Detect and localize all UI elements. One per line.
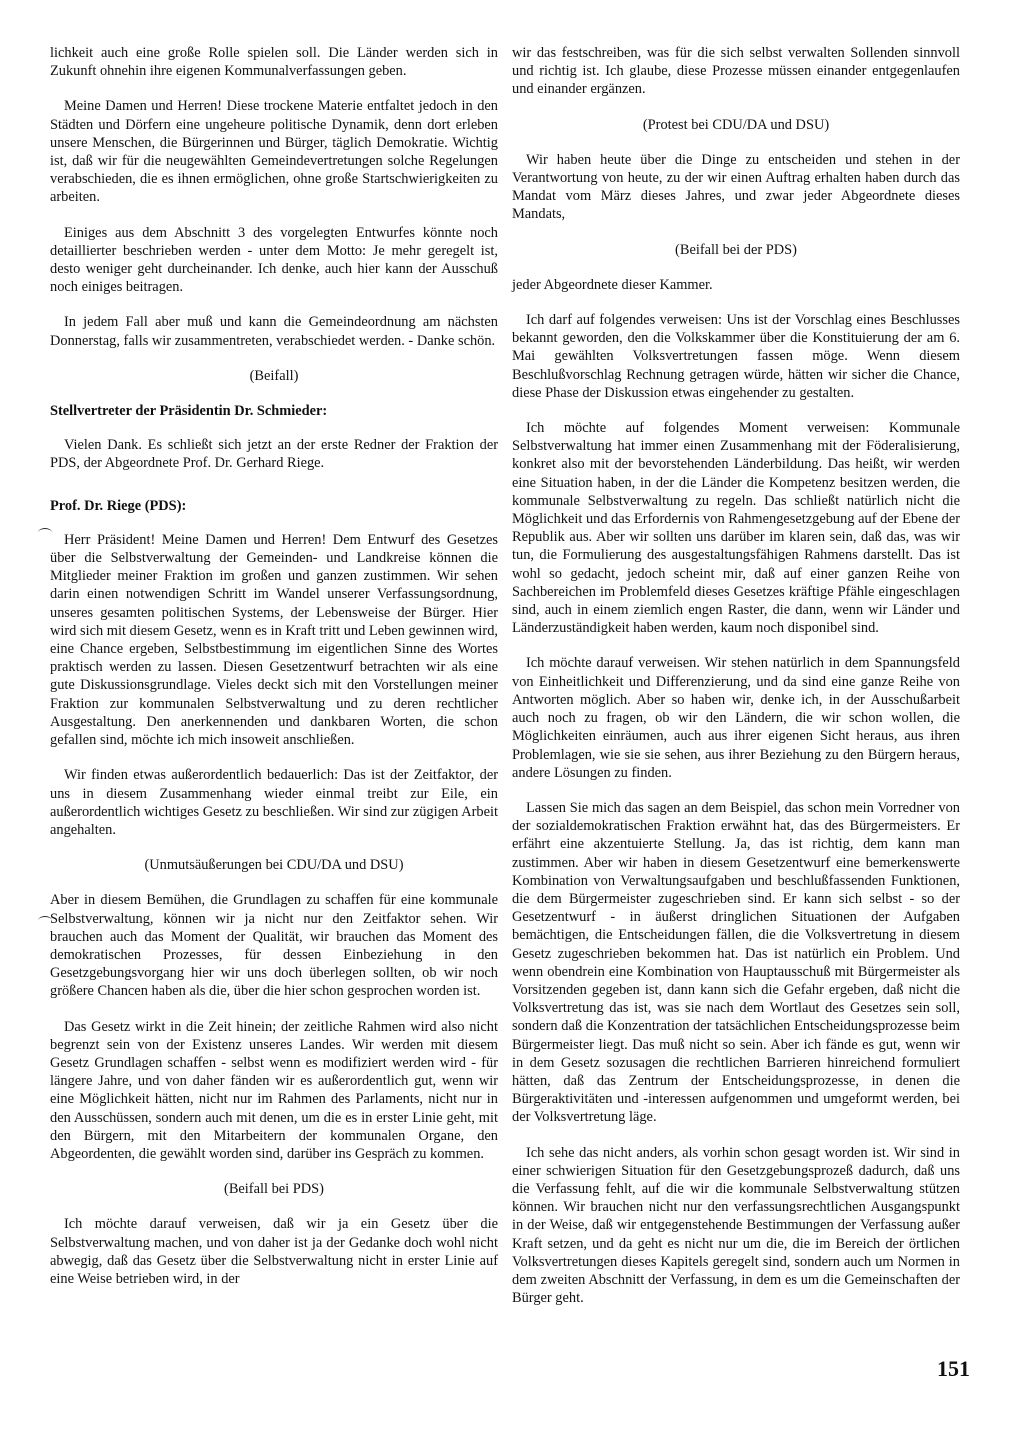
paragraph: jeder Abgeordnete dieser Kammer.	[512, 276, 713, 293]
paragraph: Ich darf auf folgendes verweisen: Uns ist der Vorschlag eines Beschlusses bekannt geworden, den die Volkskammer über die Konstituierung der am 6. Mai gewählten Volksvertretungen fassen möge. Wenn diesem Beschlußvorschlag Rechnung getragen würde, hätten wir sicher die Chance, diese Phase der Diskussion etwas eingehender zu gestalten.	[512, 312, 960, 401]
paragraph: Das Gesetz wirkt in die Zeit hinein; der zeitliche Rahmen wird also nicht begrenzt sein von der Existenz unseres Landes. Wir werden mit diesem Gesetz Grundlagen schaffen - selbst wenn es modifiziert werden wird - für längere Jahre, und von daher fänden wir es außerordentlich gut, wenn wir eine Möglichkeit hätten, nicht nur im Rahmen des Parlaments, nicht nur in den Ausschüssen, sondern auch mit denen, um die es in erster Linie geht, mit den Bürgern, mit den Mitarbeitern der kommunalen Organe, den Abgeordenten, die gewählt worden sind, darüber ins Gespräch zu kommen.	[50, 1018, 498, 1162]
paragraph: Herr Präsident! Meine Damen und Herren! Dem Entwurf des Gesetzes über die Selbstverwaltung der Gemeinden- und Landkreise können die Mitglieder meiner Fraktion im großen und ganzen zustimmen. Wir sehen darin einen notwendigen Schritt im Wandel unserer Verfassungsordnung, unseres gesamten politischen Systems, der Lebensweise der Bürger. Hier wird sich mit diesem Gesetz, wenn es in Kraft tritt und Leben gewinnen wird, eine Chance ergeben, Selbstbestimmung im eigentlichen Sinne des Wortes praktisch werden zu lassen. Diesen Gesetzentwurf betrachten wir als eine gute Diskussionsgrundlage. Vieles deckt sich mit den Vorstellungen meiner Fraktion zur kommunalen Selbstverwaltung und zu deren rechtlicher Ausgestaltung. Den anerkennenden und dankbaren Worten, die schon gefallen sind, möchte ich mich insoweit anschließen.	[50, 531, 498, 749]
left-column	[50, 44, 498, 1305]
paragraph: wir das festschreiben, was für die sich selbst verwalten Sollenden sinnvoll und richtig ist. Ich glaube, diese Prozesse müssen einander entgegenlaufen und einander ergänzen.	[512, 45, 960, 98]
margin-mark-icon	[38, 528, 52, 537]
paragraph: Vielen Dank. Es schließt sich jetzt an der erste Redner der Fraktion der PDS, der Abgeordnete Prof. Dr. Gerhard Riege.	[50, 437, 498, 472]
remark: (Beifall)	[249, 367, 299, 384]
paragraph: Ich möchte auf folgendes Moment verweisen: Kommunale Selbstverwaltung hat immer einen Zusammenhang mit der Föderalisierung, konkret also mit der bevorstehenden Länderbildung. Das heißt, wir werden eine Situation haben, in der die Länder die Kompetenz besitzen werden, die kommunale Selbstverwaltung zu regeln. Das schließt natürlich nicht die Möglichkeit und das Erfordernis von Rahmengesetzgebung auf der Ebene der Republik aus. Aber wir sollten uns darüber im klaren sein, daß das, was wir tun, die Formulierung des ausgestaltungsfähigen Rahmens darstellt. Das ist wohl so gedacht, jedoch scheint mir, daß auf einer ganzen Reihe von Sachbereichen im Problemfeld dieses Gesetzes kräftige Pfähle eingeschlagen sind, auch in einem ziemlich engen Raster, die dann, wenn wir Länder und Länderzuständigkeit haben werden, kaum noch disponibel sind.	[512, 420, 960, 637]
paragraph: Einiges aus dem Abschnitt 3 des vorgelegten Entwurfes könnte noch detaillierter beschrieben werden - unter dem Motto: Je mehr geregelt ist, desto weniger geht durcheinander. Ich denke, auch hier kann der Ausschuß noch einiges beitragen.	[50, 224, 498, 296]
paragraph: Aber in diesem Bemühen, die Grundlagen zu schaffen für eine kommunale Selbstverwaltung, können wir ja nicht nur den Zeitfaktor sehen. Wir brauchen auch das Moment der Qualität, wir brauchen das Moment des demokratischen Prozesses, für dessen Einbeziehung in den Gesetzgebungsvorgang hier wir uns doch überlegen sollten, ob wir noch größere Chancen haben als die, über die hier schon gesprochen worden ist.	[50, 892, 498, 1000]
remark: (Unmutsäußerungen bei CDU/DA und DSU)	[144, 857, 404, 874]
page-number: 151	[937, 1356, 970, 1381]
paragraph: Wir finden etwas außerordentlich bedauerlich: Das ist der Zeitfaktor, der uns in diesem Zusammenhang wieder einmal treibt zur Eile, ein außerordentlich wichtiges Gesetz zu beschließen. Wir sind zur zügigen Arbeit angehalten.	[50, 767, 498, 838]
paragraph: Ich möchte darauf verweisen, daß wir ja ein Gesetz über die Selbstverwaltung machen, und von daher ist ja der Gedanke doch wohl nicht abwegig, daß das Gesetz über die Selbstverwaltung nicht in erster Linie auf eine Weise betrieben wird, in der	[50, 1216, 498, 1287]
speaker-heading: Prof. Dr. Riege (PDS):	[50, 497, 187, 514]
paragraph: lichkeit auch eine große Rolle spielen soll. Die Länder werden sich in Zukunft ohnehin ihre eigenen Kommunalverfassungen geben.	[50, 45, 498, 80]
paragraph: Meine Damen und Herren! Diese trockene Materie entfaltet jedoch in den Städten und Dörfern eine ungeheure politische Dynamik, denn dort erleben unsere Menschen, die Bürgerinnen und Bürger, täglich Demokratie. Wichtig ist, daß wir für die neugewählten Gemeindevertretungen solche Regelungen verabschieden, die es ihnen ermöglichen, ohne große Startschwierigkeiten zu arbeiten.	[50, 98, 498, 206]
paragraph: In jedem Fall aber muß und kann die Gemeindeordnung am nächsten Donnerstag, falls wir zusammentreten, verabschiedet werden. - Danke schön.	[50, 314, 498, 349]
margin-mark-icon	[38, 916, 52, 925]
remark: (Beifall bei der PDS)	[675, 241, 797, 258]
paragraph: Ich sehe das nicht anders, als vorhin schon gesagt worden ist. Wir sind in einer schwierigen Situation für den Gesetzgebungsprozeß dadurch, daß uns die Verfassung fehlt, auf die wir die kommunale Selbstverwaltung stützen können. Wir brauchen nicht nur den verfassungsrechtlichen Ausgangspunkt in der Weise, daß wir entgegenstehende Bestimmungen der Verfassung außer Kraft setzen, und da geht es nicht nur um die, die im Bereich der örtlichen Volksvertretungen dieses Kapitels geregelt sind, sondern auch um Normen in dem zweiten Abschnitt der Verfassung, in dem es um die Gemeinschaften der Bürger geht.	[512, 1144, 960, 1307]
paragraph: Lassen Sie mich das sagen an dem Beispiel, das schon mein Vorredner von der sozialdemokratischen Fraktion erwähnt hat, das des Bürgermeisters. Er erfährt eine akzentuierte Stellung. Ja, das ist richtig, dem kann man zustimmen. Aber wir haben in diesem Gesetzentwurf eine bemerkenswerte Kombination von Verwaltungsaufgaben und beschlußfassenden Funktionen, die dem Bürgermeister zugeschrieben sind. Er kann sich selbst - so der Gesetzentwurf - in äußerst dringlichen Situationen der Aufgaben bemächtigen, die Entscheidungen fällen, die die Volksvertretung in diesem Gesetz zugeschrieben bekommen hat. Das ist natürlich ein Problem. Und wenn obendrein eine Kombination von Hauptausschuß mit Bürgermeister als Vorsitzenden gegeben ist, dann kann sich die Gefahr ergeben, daß nicht die Volksvertretung das ist, was sie nach dem Wortlaut des Gesetzes sein soll, sondern daß die Konzentration der tatsächlichen Entscheidungsprozesse beim Bürgermeister liegt. Das muß nicht so sein. Aber ich fände es gut, wenn wir in dem Gesetz sozusagen die rechtlichen Barrieren hinreichend formuliert hätten, daß das Zentrum der Entscheidungsprozesse, in denen die Bürgeraktivitäten und -interessen aufgenommen und umgeformt werden, bei der Volksvertretung läge.	[512, 799, 960, 1126]
speaker-heading: Stellvertreter der Präsidentin Dr. Schmieder:	[50, 403, 328, 420]
remark: (Beifall bei PDS)	[224, 1181, 324, 1198]
right-column	[512, 44, 960, 1324]
remark: (Protest bei CDU/DA und DSU)	[642, 116, 830, 133]
paragraph: Wir haben heute über die Dinge zu entscheiden und stehen in der Verantwortung von heute, zu der wir einen Auftrag erhalten haben durch das Mandat vom März dieses Jahres, und zwar jeder Abgeordnete dieses Mandats,	[512, 151, 960, 223]
paragraph: Ich möchte darauf verweisen. Wir stehen natürlich in dem Spannungsfeld von Einheitlichkeit und Differenzierung, und da sind eine ganze Reihe von Antworten möglich. Aber so haben wir, denke ich, in der Ausschußarbeit auch noch zu fragen, ob wir den Ländern, die wir schon wollen, die Möglichkeiten einräumen, auch aus ihrer eigenen Sicht heraus, aus ihren Problemlagen, wie sie sie sehen, aus ihrer Beziehung zu den Bürgern heraus, andere Lösungen zu finden.	[512, 655, 960, 781]
